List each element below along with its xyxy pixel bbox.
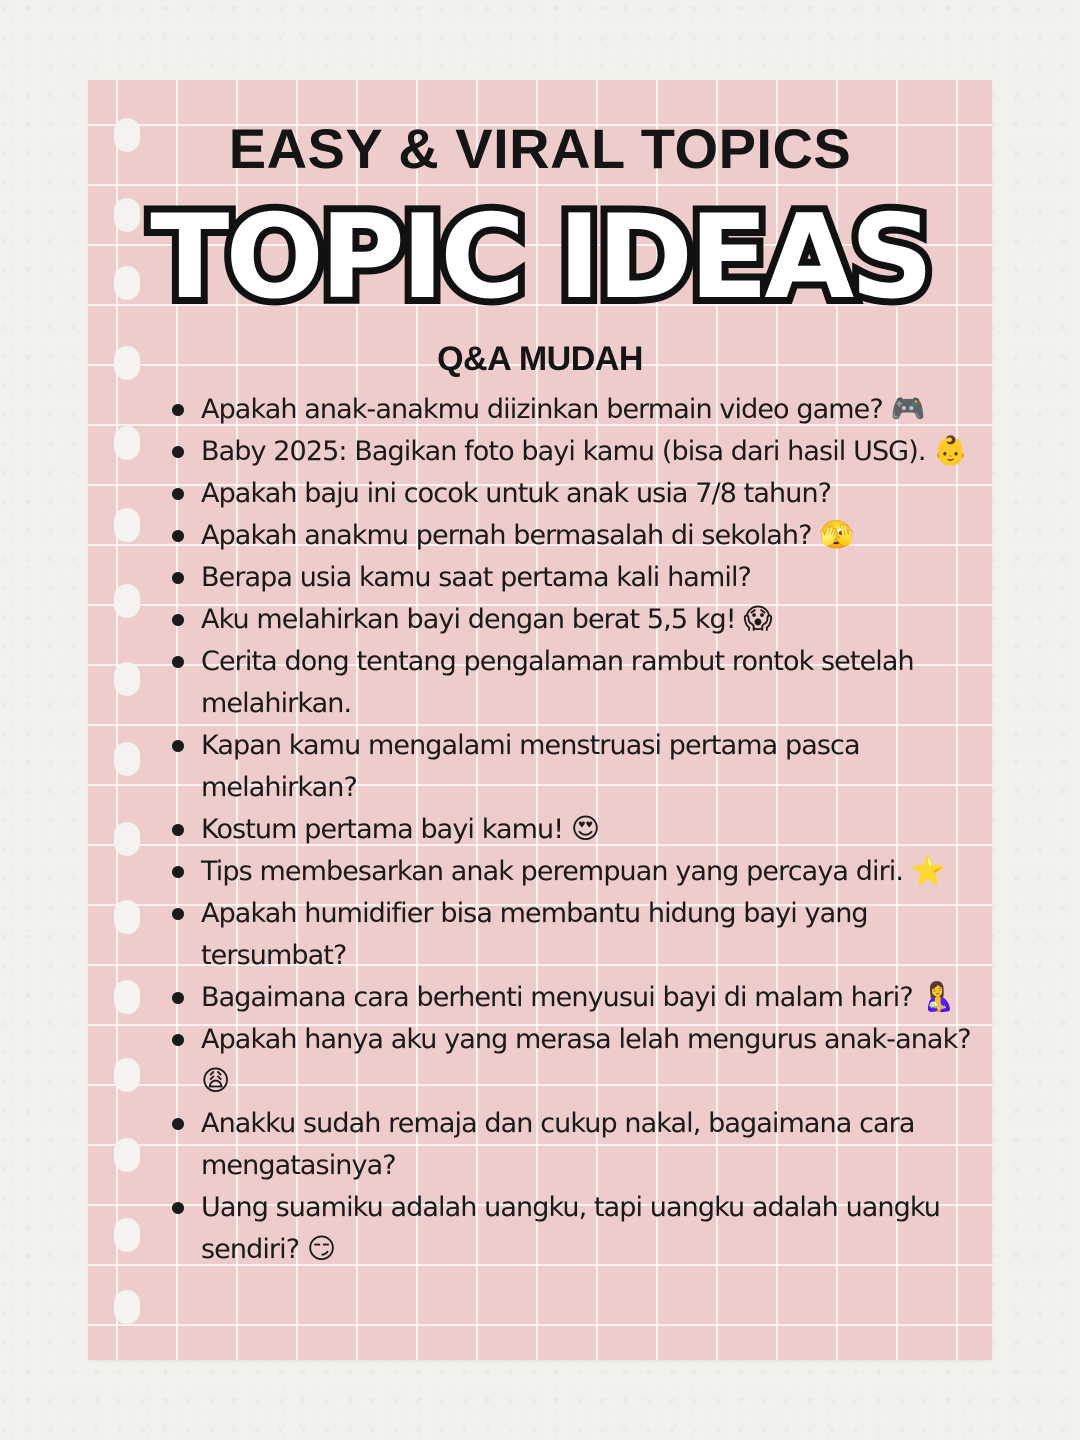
binder-hole [114, 980, 140, 1014]
list-item [170, 557, 980, 599]
topic-text: Baby 2025: Bagikan foto bayi kamu (bisa dari hasil USG). [201, 436, 926, 467]
bullet-icon [172, 1202, 184, 1214]
binder-hole [114, 1218, 140, 1252]
list-item [170, 641, 980, 725]
topic-text: Cerita dong tentang pengalaman rambut rontok setelah melahirkan. [201, 646, 914, 719]
topic-text: Apakah hanya aku yang merasa lelah mengurus anak-anak? [201, 1024, 971, 1055]
section-heading: Q&A MUDAH [437, 340, 643, 378]
topic-text: Kapan kamu mengalami menstruasi pertama pasca melahirkan? [201, 730, 860, 803]
bullet-icon [172, 740, 184, 752]
bullet-icon [172, 908, 184, 920]
bullet-icon [172, 488, 184, 500]
topic-text: Anakku sudah remaja dan cukup nakal, bagaimana cara mengatasinya? [201, 1108, 915, 1181]
topic-text: Apakah humidifier bisa membantu hidung bayi yang tersumbat? [201, 898, 868, 971]
emoji-icon: 😏 [306, 1232, 336, 1265]
bullet-icon [172, 530, 184, 542]
bullet-icon [172, 866, 184, 878]
list-item [170, 809, 980, 851]
list-item [170, 893, 980, 977]
topic-list [170, 389, 980, 1271]
emoji-icon: 😱 [743, 602, 772, 635]
bullet-icon [172, 572, 184, 584]
topic-text: Apakah anakmu pernah bermasalah di sekolah? [201, 520, 812, 551]
emoji-icon: 😍 [570, 812, 600, 845]
topic-text: Tips membesarkan anak perempuan yang percaya diri. [201, 856, 904, 887]
bullet-icon [172, 992, 184, 1004]
list-item [170, 599, 980, 641]
bullet-icon [172, 1034, 184, 1046]
list-item [170, 1103, 980, 1187]
binder-hole [114, 822, 140, 856]
topic-text: Berapa usia kamu saat pertama kali hamil? [201, 562, 751, 593]
binder-hole [114, 1138, 140, 1172]
binder-hole [114, 742, 140, 776]
binder-hole [114, 584, 140, 618]
page-title: TOPIC IDEAS [150, 190, 930, 325]
list-item [170, 389, 980, 431]
bullet-icon [172, 404, 184, 416]
binder-hole [114, 1290, 140, 1324]
bullet-icon [172, 824, 184, 836]
topic-text: Kostum pertama bayi kamu! [201, 814, 564, 845]
emoji-icon: ⭐ [910, 854, 945, 887]
bullet-icon [172, 446, 184, 458]
emoji-icon: 🤱 [920, 980, 955, 1013]
topic-text: Bagaimana cara berhenti menyusui bayi di malam hari? [201, 982, 913, 1013]
binder-hole [114, 508, 140, 542]
binder-hole [114, 900, 140, 934]
bullet-icon [172, 1118, 184, 1130]
binder-hole [114, 662, 140, 696]
list-item [170, 473, 980, 515]
subtitle: EASY & VIRAL TOPICS [228, 117, 852, 180]
bullet-icon [172, 614, 184, 626]
list-item [170, 977, 980, 1019]
emoji-icon: 🫣 [819, 518, 854, 551]
list-item [170, 1187, 980, 1271]
list-item [170, 851, 980, 893]
topic-text: Apakah anak-anakmu diizinkan bermain video game? [201, 394, 883, 425]
emoji-icon: 🎮 [890, 392, 925, 425]
list-item [170, 431, 980, 473]
bullet-icon [172, 656, 184, 668]
emoji-icon: 😩 [201, 1064, 230, 1097]
emoji-icon: 👶 [933, 434, 968, 467]
list-item [170, 1019, 980, 1103]
binder-hole [114, 426, 140, 460]
topic-text: Uang suamiku adalah uangku, tapi uangku adalah uangku sendiri? [201, 1192, 940, 1265]
topic-text: Apakah baju ini cocok untuk anak usia 7/8 tahun? [201, 478, 832, 509]
list-item [170, 725, 980, 809]
binder-hole [114, 1058, 140, 1092]
topic-text: Aku melahirkan bayi dengan berat 5,5 kg! [201, 604, 736, 635]
list-item [170, 515, 980, 557]
